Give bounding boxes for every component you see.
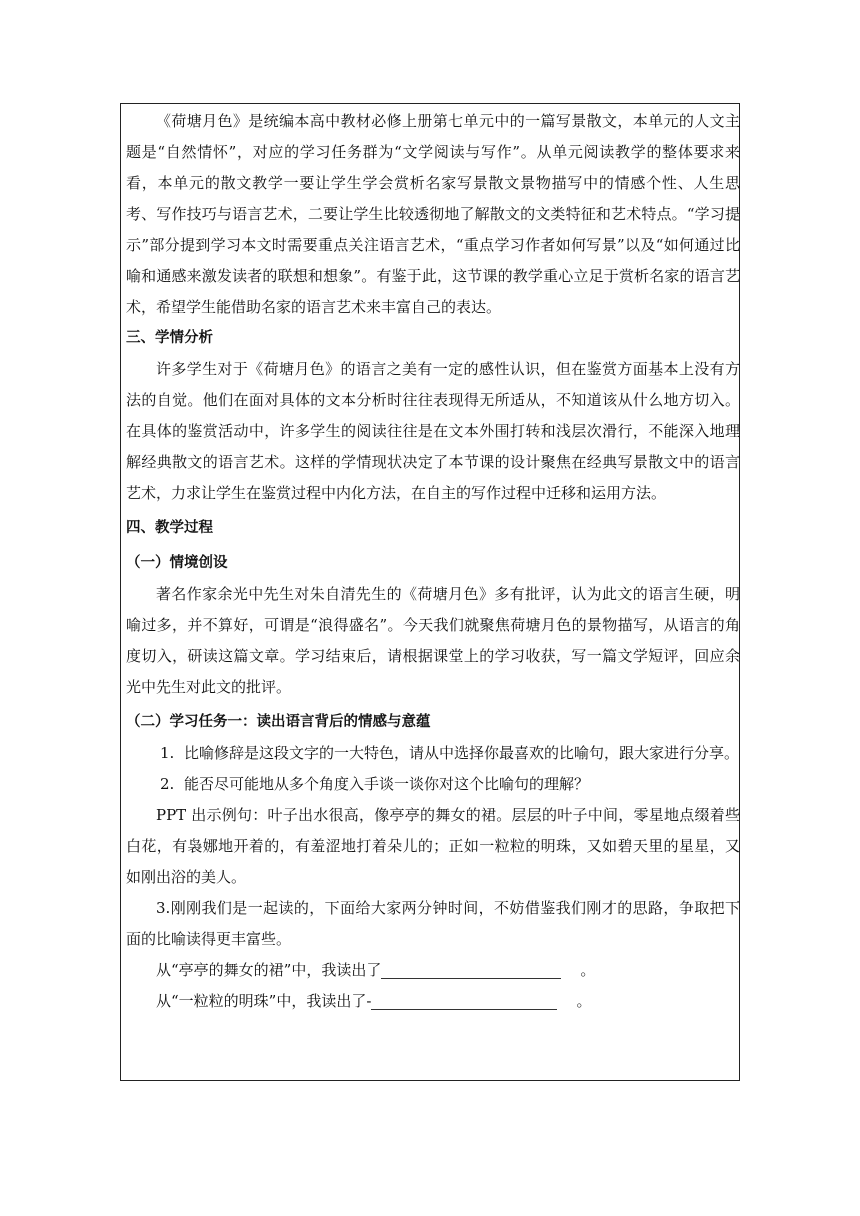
fill-blank-end: 。 [576, 992, 592, 1010]
section-heading-teaching-process: 四、教学过程 [126, 520, 213, 536]
subsection-heading-context: （一）情境创设 [126, 555, 228, 571]
list-item-number: 1. [160, 744, 175, 762]
context-paragraph: 著名作家余光中先生对朱自清先生的《荷塘月色》多有批评，认为此文的语言生硬，明喻过多，并不算好，可谓是“浪得盛名”。今天我们就聚焦荷塘月色的景物描写，从语言的角度切入，研读这篇文章。学习结束后，请根据课堂上的学习收获，写一篇文学短评，回应余光中先生对此文的批评。 [126, 585, 740, 696]
list-item [126, 769, 740, 800]
task-three-paragraph: 3.刚刚我们是一起读的，下面给大家两分钟时间，不妨借鉴我们刚才的思路，争取把下面的比喻读得更丰富些。 [126, 899, 740, 948]
subsection-heading-task-one: （二）学习任务一：读出语言背后的情感与意蕴 [126, 714, 431, 730]
fill-blank-line-1 [126, 955, 740, 986]
list-item-text: 比喻修辞是这段文字的一大特色，请从中选择你最喜欢的比喻句，跟大家进行分享。 [184, 744, 740, 762]
intro-paragraph: 《荷塘月色》是统编本高中教材必修上册第七单元中的一篇写景散文，本单元的人文主题是“自然情怀”，对应的学习任务群为“文学阅读与写作”。从单元阅读教学的整体要求来看，本单元的散文教学一要让学生学会赏析名家写景散文景物描写中的情感个性、人生思考、写作技巧与语言艺术，二要让学生比较透彻地了解散文的文类特征和艺术特点。“学习提示”部分提到学习本文时需要重点关注语言艺术，“重点学习作者如何写景”以及“如何通过比喻和通感来激发读者的联想和想象”。有鉴于此，这节课的教学重心立足于赏析名家的语言艺术，希望学生能借助名家的语言艺术来丰富自己的表达。 [126, 112, 740, 316]
fill-blank [371, 991, 557, 1010]
list-item [126, 738, 740, 769]
list-item-number: 2. [160, 775, 175, 793]
section-heading-learning-analysis: 三、学情分析 [126, 330, 213, 346]
learning-analysis-paragraph: 许多学生对于《荷塘月色》的语言之美有一定的感性认识，但在鉴赏方面基本上没有方法的自觉。他们在面对具体的文本分析时往往表现得无所适从，不知道该从什么地方切入。在具体的鉴赏活动中，许多学生的阅读往往是在文本外围打转和浅层次滑行，不能深入地理解经典散文的语言艺术。这样的学情现状决定了本节课的设计聚焦在经典写景散文中的语言艺术，力求让学生在鉴赏过程中内化方法，在自主的写作过程中迁移和运用方法。 [126, 360, 740, 502]
list-item-text: 能否尽可能地从多个角度入手谈一谈你对这个比喻句的理解？ [184, 775, 590, 793]
fill-blank-prompt: 从“一粒粒的明珠”中，我读出了- [156, 992, 372, 1010]
fill-blank-prompt: 从“亭亭的舞女的裙”中，我读出了 [156, 961, 382, 979]
ppt-example-paragraph: PPT 出示例句：叶子出水很高，像亭亭的舞女的裙。层层的叶子中间，零星地点缀着些白花，有袅娜地开着的，有羞涩地打着朵儿的；正如一粒粒的明珠，又如碧天里的星星，又如刚出浴的美人。 [126, 806, 740, 886]
fill-blank-line-2 [126, 986, 740, 1017]
fill-blank [381, 960, 561, 979]
document-body [126, 106, 740, 1017]
fill-blank-end: 。 [580, 961, 596, 979]
